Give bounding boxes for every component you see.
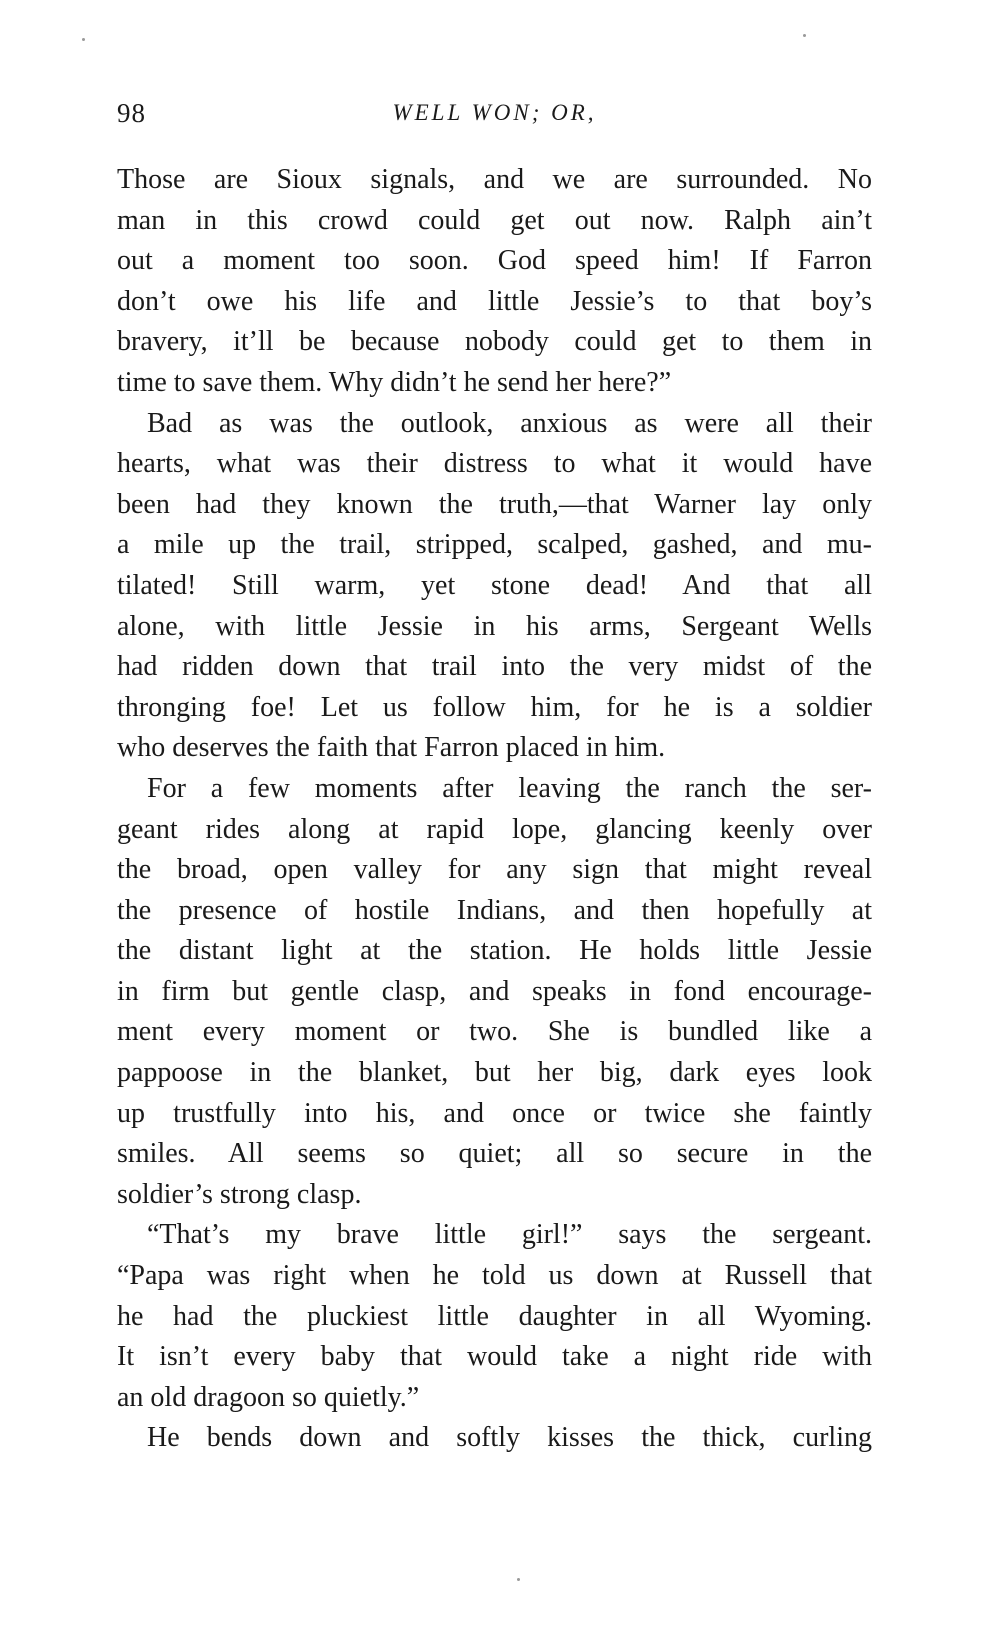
text-line: tilated! Still warm, yet stone dead! And that all xyxy=(117,569,872,601)
text-line: bravery, it’ll be because nobody could get to them in xyxy=(117,326,872,358)
text-line: Those are Sioux signals, and we are surrounded. No xyxy=(117,164,872,195)
text-line: had ridden down that trail into the very midst of the xyxy=(117,651,872,683)
text-line: It isn’t every baby that would take a night ride with xyxy=(117,1341,872,1373)
text-line: man in this crowd could get out now. Ralph ain’t xyxy=(117,204,872,236)
text-line: geant rides along at rapid lope, glancing keenly over xyxy=(117,813,872,845)
text-line: hearts, what was their distress to what it would have xyxy=(117,448,872,480)
body-text xyxy=(117,160,872,1459)
paragraph xyxy=(117,769,872,1216)
text-line: He bends down and softly kisses the thick, curling xyxy=(147,1422,872,1454)
paragraph xyxy=(117,1215,872,1418)
text-line: been had they known the truth,—that Warner lay only xyxy=(117,488,872,520)
paper-speck xyxy=(517,1578,520,1581)
text-line: who deserves the faith that Farron placed in him. xyxy=(117,732,666,764)
text-line: he had the pluckiest little daughter in all Wyoming. xyxy=(117,1300,872,1332)
page-number: 98 xyxy=(117,98,146,128)
text-line: “That’s my brave little girl!” says the sergeant. xyxy=(147,1219,872,1251)
text-line: a mile up the trail, stripped, scalped, gashed, and mu- xyxy=(117,529,872,561)
paragraph xyxy=(117,160,872,404)
text-line: thronging foe! Let us follow him, for he is a soldier xyxy=(117,691,872,723)
paper-speck xyxy=(803,34,806,37)
paper-speck xyxy=(82,38,85,41)
text-line: Bad as was the outlook, anxious as were all their xyxy=(147,407,872,439)
text-line: alone, with little Jessie in his arms, Sergeant Wells xyxy=(117,610,872,642)
text-line: the presence of hostile Indians, and then hopefully at xyxy=(117,894,872,926)
text-line: an old dragoon so quietly.” xyxy=(117,1381,420,1413)
running-title: WELL WON; OR, xyxy=(392,100,597,125)
text-line: smiles. All seems so quiet; all so secure in the xyxy=(117,1138,872,1170)
text-line: “Papa was right when he told us down at Russell that xyxy=(117,1260,872,1292)
text-line: pappoose in the blanket, but her big, dark eyes look xyxy=(117,1057,872,1089)
text-line: time to save them. Why didn’t he send her here?” xyxy=(117,366,672,398)
paragraph xyxy=(117,1418,872,1459)
text-line: in firm but gentle clasp, and speaks in fond encourage- xyxy=(117,975,872,1007)
text-line: the distant light at the station. He holds little Jessie xyxy=(117,935,872,967)
paragraph xyxy=(117,404,872,769)
text-line: ment every moment or two. She is bundled like a xyxy=(117,1016,872,1048)
text-line: soldier’s strong clasp. xyxy=(117,1178,362,1210)
running-head xyxy=(117,98,872,138)
text-line: don’t owe his life and little Jessie’s to that boy’s xyxy=(117,285,872,317)
text-line: the broad, open valley for any sign that might reveal xyxy=(117,854,872,886)
text-line: out a moment too soon. God speed him! If Farron xyxy=(117,245,872,277)
text-line: up trustfully into his, and once or twice she faintly xyxy=(117,1097,872,1129)
text-line: For a few moments after leaving the ranch the ser- xyxy=(147,772,872,804)
